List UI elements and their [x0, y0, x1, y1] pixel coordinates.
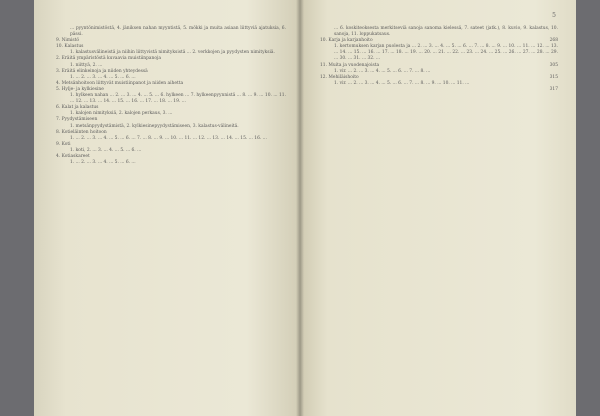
entry-text: 1. vir. ... 2. ... 3. ... 4. ... 5. ... 6. ... 7. ... 8. ... 9. ... 10. ... 11. ... [334, 80, 470, 86]
toc-entry [56, 26, 286, 38]
entry-text: 1. kalastusvälineistä ja niihin liittyvistä nimityksistä ... 2. verkkojen ja pyydysten nimityksiä. [70, 50, 275, 56]
entry-heading: 6. Kalat ja kalastus [56, 105, 99, 111]
entry-text: 1. hylkeen nahan ... 2. ... 3. ... 4. ... 5. ... 6. hylkeen ... 7. hylkeenpyynnistä ... 8. ... 9. ... 10. ... 11. ... 12. ... 13. ... 14. ... 15. ... 16. ... 17. ... 18. ... 19. ... [70, 93, 286, 105]
toc-entry [320, 38, 558, 62]
right-page-number: 5 [552, 12, 556, 19]
entry-page-number: 315 [549, 74, 558, 80]
entry-text: 1. niittyä, 2. ... [70, 62, 103, 68]
toc-entry [56, 56, 286, 68]
toc-entry [320, 75, 558, 87]
toc-entry [56, 105, 286, 117]
entry-heading: 2. Eräitä ympäristöstä kuvaavia muistiinpanoja [56, 56, 161, 62]
entry-heading: 10. Karja ja karjanhoito [320, 38, 373, 44]
entry-heading: 8. Kotieläinten hoitoon [56, 129, 107, 135]
entry-heading: 5. Hylje- ja kylkiesine [56, 86, 104, 92]
left-page [34, 0, 300, 416]
toc-entry [320, 26, 558, 38]
toc-entry [56, 69, 286, 81]
entry-heading: 12. Mehiläishoito [320, 74, 359, 80]
entry-text: 1. koti, 2. ... 3. ... 4. ... 5. ... 6. ... [70, 147, 142, 153]
entry-heading: 3. Eräitä elinkeinoja ja niiden yhteydessä [56, 68, 148, 74]
entry-heading: 10. Kalastus [56, 44, 84, 50]
entry-heading: 11. Muita ja vuodenajoista [320, 62, 380, 68]
toc-entry [56, 142, 286, 154]
entry-heading: 9. Nimistö [56, 38, 80, 44]
entry-text: ... pyyntönimistöstä, 4. jäniksen nahan myyntistä, 5. mökki ja muita asiaan liittyviä ajatuksia, 6. pässi. [70, 26, 286, 38]
entry-page-number: 305 [549, 62, 558, 68]
entry-page-number: 317 [549, 86, 558, 92]
left-toc [56, 26, 286, 166]
toc-entry [56, 87, 286, 105]
entry-page-number: 268 [549, 38, 558, 44]
right-toc [320, 26, 558, 92]
entry-text: 1. vir. ... 2. ... 3. ... 4. ... 5. ... 6. ... 7. ... 8. ... [334, 68, 431, 74]
entry-heading: 9. Koti [56, 141, 71, 147]
entry-heading: 4. Metsänhoitoon liittyvät muistiinpanot ja niiden aihetta [56, 80, 184, 86]
entry-heading: 4. Kotiaskareet [56, 153, 90, 159]
entry-text: 1. kertomuksen karjan puolesta ja ... 2. ... 3. ... 4. ... 5. ... 6. ... 7. ... 8. ... 9. ... 10. ... 11. ... 12. ... 13. ... 14. ... 15. ... 16. ... 17. ... 18. ... 19. ... 20. ... 21. ... 22. ... 23. ... 24. ... 25. ... 26. ... 27. ... 28. ... 29. ... 30. ... 31. ... 32. ... [334, 44, 558, 62]
toc-entry [320, 63, 558, 75]
entry-text: 1. metsänpyydystämistä, 2. kylkiesinepyydystämiseen, 3. kalastus-välineitä. [70, 123, 239, 129]
book-gutter [296, 0, 304, 416]
entry-text: ... 6. koskiteoksesta merkitseviä sanoja sanoma kielessä, 7. sateet (jatk.), 8. kuvio, 9. kalastus, 10. sanoja, 11. loppukatsaus. [334, 26, 558, 38]
right-page [300, 0, 576, 416]
toc-entry [56, 44, 286, 56]
toc-entry [56, 130, 286, 142]
toc-entry [56, 117, 286, 129]
toc-entry [56, 154, 286, 166]
entry-text: 1. ... 2. ... 3. ... 4. ... 5. ... 6. ... [70, 160, 136, 166]
entry-text: 1. kalojen nimityksiä, 2. kalojen perkaus, 3. ... [70, 111, 173, 117]
entry-text: 1. ... 2. ... 3. ... 4. ... 5. ... 6. ... 7. ... 8. ... 9. ... 10. ... 11. ... 12. ... 13. ... 14. ... 15. ... 16. ... [70, 135, 267, 141]
entry-heading: 7. Pyydystämiseen [56, 117, 98, 123]
entry-text: 1. ... 2. ... 3. ... 4. ... 5. ... 6. ... [70, 74, 136, 80]
